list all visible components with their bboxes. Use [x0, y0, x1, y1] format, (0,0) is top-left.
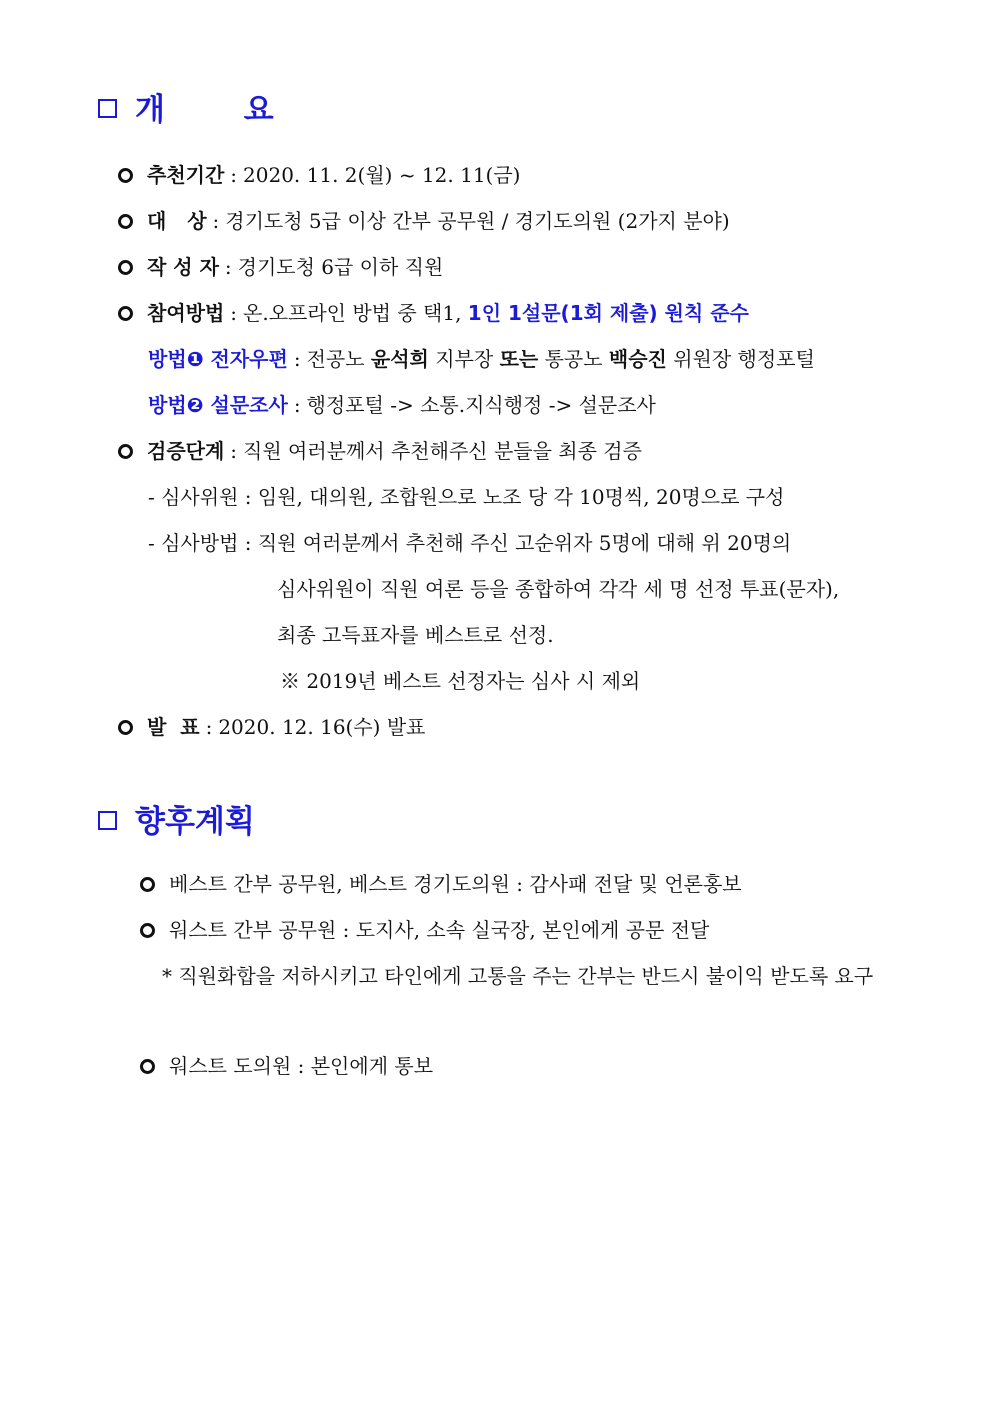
circle-bullet-icon [140, 1059, 155, 1074]
item-judge-method-cont2: 최종 고득표자를 베스트로 선정. [277, 623, 554, 647]
circle-bullet-icon [118, 260, 133, 275]
item-method2: 방법❷ 설문조사 : 행정포털 -> 소통.지식행정 -> 설문조사 [148, 393, 656, 417]
section-heading-overview [98, 90, 308, 130]
plan-best: 베스트 간부 공무원, 베스트 경기도의원 : 감사패 전달 및 언론홍보 [140, 869, 742, 899]
square-outline-icon [98, 99, 117, 118]
item-verify: 검증단계 : 직원 여러분께서 추천해주신 분들을 최종 검증 [118, 436, 642, 466]
item-method1: 방법❶ 전자우편 : 전공노 윤석희 지부장 또는 통공노 백승진 위원장 행정포털 [148, 347, 815, 371]
item-target: 대 상 : 경기도청 5급 이상 간부 공무원 / 경기도의원 (2가지 분야) [118, 206, 730, 236]
item-value: 경기도청 6급 이하 직원 [237, 255, 444, 279]
item-label: 참여방법 [147, 301, 225, 325]
item-highlight: 1인 1설문(1회 제출) 원칙 준수 [467, 301, 749, 325]
plan-note: * 직원화합을 저하시키고 타인에게 고통을 주는 간부는 반드시 불이익 받도록 요구 [162, 964, 874, 988]
item-period: 추천기간 : 2020. 11. 2(월) ~ 12. 11(금) [118, 160, 520, 190]
item-judge-method-cont1: 심사위원이 직원 여론 등을 종합하여 각각 세 명 선정 투표(문자), [277, 577, 840, 601]
circle-bullet-icon [140, 923, 155, 938]
plan-worst-official: 워스트 간부 공무원 : 도지사, 소속 실국장, 본인에게 공문 전달 [140, 915, 709, 945]
item-label: 발 표 [147, 715, 200, 739]
item-announce: 발 표 : 2020. 12. 16(수) 발표 [118, 712, 425, 742]
item-label: 대 상 [147, 209, 207, 233]
item-judges: - 심사위원 : 임원, 대의원, 조합원으로 노조 당 각 10명씩, 20명으로 구성 [148, 485, 785, 509]
item-value: 직원 여러분께서 추천해주신 분들을 최종 검증 [243, 439, 642, 463]
circle-bullet-icon [118, 444, 133, 459]
circle-bullet-icon [118, 306, 133, 321]
item-method: 참여방법 : 온.오프라인 방법 중 택1, 1인 1설문(1회 제출) 원칙 준수 [118, 298, 749, 328]
item-value: 2020. 12. 16(수) 발표 [218, 715, 426, 739]
item-judge-method-note: ※ 2019년 베스트 선정자는 심사 시 제외 [280, 669, 641, 693]
section-heading-future-plan [98, 802, 255, 842]
method1-label: 방법❶ 전자우편 [148, 347, 288, 371]
item-label: 작 성 자 [147, 255, 219, 279]
item-value: 온.오프라인 방법 중 택1, [243, 301, 462, 325]
section-title: 향후계획 [135, 804, 255, 840]
item-value: 경기도청 5급 이상 간부 공무원 / 경기도의원 (2가지 분야) [225, 209, 730, 233]
circle-bullet-icon [140, 877, 155, 892]
item-label: 검증단계 [147, 439, 225, 463]
item-author: 작 성 자 : 경기도청 6급 이하 직원 [118, 252, 443, 282]
plan-worst-member: 워스트 도의원 : 본인에게 통보 [140, 1051, 433, 1081]
circle-bullet-icon [118, 720, 133, 735]
item-judge-method: - 심사방법 : 직원 여러분께서 추천해 주신 고순위자 5명에 대해 위 20명의 [148, 531, 792, 555]
item-value: 행정포털 -> 소통.지식행정 -> 설문조사 [306, 393, 656, 417]
person-name: 백승진 [608, 347, 667, 371]
circle-bullet-icon [118, 214, 133, 229]
person-name: 윤석희 [370, 347, 429, 371]
circle-bullet-icon [118, 168, 133, 183]
square-outline-icon [98, 811, 117, 830]
method2-label: 방법❷ 설문조사 [148, 393, 288, 417]
section-title: 개 요 [135, 92, 308, 128]
item-label: 추천기간 [147, 163, 225, 187]
item-value: 2020. 11. 2(월) ~ 12. 11(금) [243, 163, 521, 187]
